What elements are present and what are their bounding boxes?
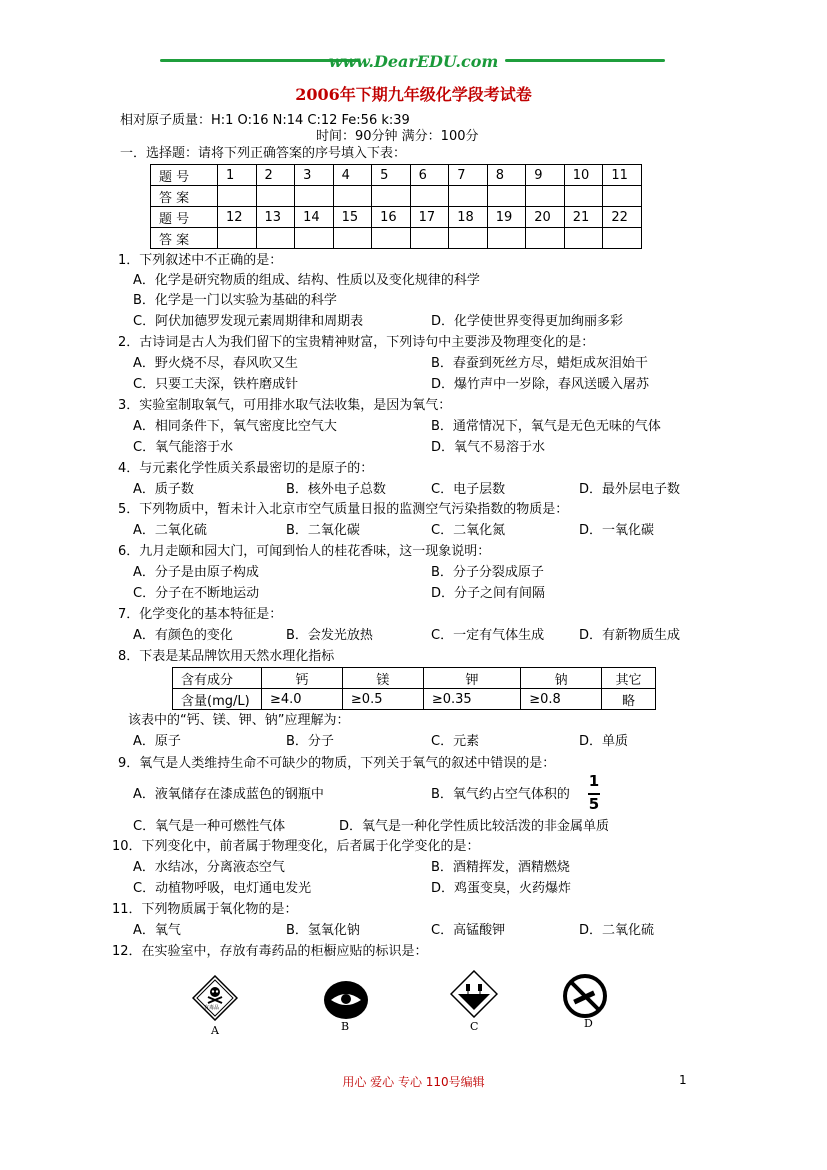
- water-table-header: 其它: [602, 668, 656, 689]
- water-index-table: [172, 667, 656, 710]
- q5-option-d: D．一氧化碳: [579, 523, 655, 538]
- answer-table-num: 1: [218, 165, 257, 186]
- q8-option-c: C．元素: [431, 734, 480, 749]
- symbol-label-a: A: [211, 1024, 219, 1037]
- answer-cell[interactable]: [603, 228, 642, 249]
- answer-table-num: 4: [333, 165, 372, 186]
- q4-stem: 4．与元素化学性质关系最密切的是原子的：: [118, 461, 374, 476]
- water-table-cell: ≥4.0: [262, 689, 343, 710]
- q6-option-b: B．分子分裂成原子: [431, 565, 544, 580]
- q2-option-c: C．只要工夫深，铁杵磨成针: [133, 377, 299, 392]
- page-number: 1: [679, 1073, 687, 1087]
- q5-stem: 5．下列物质中，暂未计入北京市空气质量日报的监测空气污染指数的物质是：: [118, 502, 569, 517]
- q10-option-d: D．鸡蛋变臭，火药爆炸: [431, 881, 572, 896]
- q5-option-a: A．二氧化硫: [133, 523, 207, 538]
- answer-table-num: 2: [256, 165, 295, 186]
- answer-cell[interactable]: [449, 228, 488, 249]
- water-table-header: 钠: [521, 668, 602, 689]
- corrosive-icon: [450, 970, 498, 1018]
- q8-option-b: B．分子: [286, 734, 334, 749]
- q10-option-b: B．酒精挥发，酒精燃烧: [431, 860, 570, 875]
- q4-option-c: C．电子层数: [431, 482, 506, 497]
- q3-option-d: D．氧气不易溶于水: [431, 440, 546, 455]
- q9-stem: 9．氧气是人类维持生命不可缺少的物质，下列关于氧气的叙述中错误的是：: [118, 756, 556, 771]
- answer-table-num: 19: [487, 207, 526, 228]
- answer-table-num: 3: [295, 165, 334, 186]
- q2-option-a: A．野火烧不尽，春风吹又生: [133, 356, 298, 371]
- answer-table-num: 10: [564, 165, 603, 186]
- answer-cell[interactable]: [256, 186, 295, 207]
- q11-option-d: D．二氧化硫: [579, 923, 655, 938]
- fraction-numerator: 1: [588, 772, 600, 790]
- q8-stem: 8．下表是某品牌饮用天然水理化指标: [118, 649, 335, 664]
- answer-cell[interactable]: [333, 186, 372, 207]
- answer-table-num-label: 题 号: [151, 165, 218, 186]
- answer-table-num: 15: [333, 207, 372, 228]
- q1-option-d: D．化学使世界变得更加绚丽多彩: [431, 314, 624, 329]
- answer-table-num: 22: [603, 207, 642, 228]
- exam-title: 2006年下期九年级化学段考试卷: [295, 85, 532, 104]
- q6-stem: 6．九月走颐和园大门，可闻到怡人的桂花香味，这一现象说明：: [118, 544, 491, 559]
- answer-cell[interactable]: [372, 228, 411, 249]
- answer-table-num: 7: [449, 165, 488, 186]
- answer-cell[interactable]: [372, 186, 411, 207]
- no-smoking-icon: [562, 973, 608, 1019]
- q6-option-a: A．分子是由原子构成: [133, 565, 259, 580]
- answer-table-num: 18: [449, 207, 488, 228]
- answer-cell[interactable]: [603, 186, 642, 207]
- answer-cell[interactable]: [526, 186, 565, 207]
- water-table-cell: ≥0.35: [423, 689, 520, 710]
- q9-option-d: D．氧气是一种化学性质比较活泼的非金属单质: [339, 819, 610, 834]
- answer-table-num: 8: [487, 165, 526, 186]
- section-1-heading: 一．选择题：请将下列正确答案的序号填入下表：: [120, 146, 407, 161]
- q1-option-b: B．化学是一门以实验为基础的科学: [133, 293, 337, 308]
- answer-table-ans-label: 答 案: [151, 186, 218, 207]
- water-table-header: 钙: [262, 668, 343, 689]
- toxic-sign-text: 有毒品: [204, 1005, 220, 1011]
- q8-option-a: A．原子: [133, 734, 181, 749]
- site-url[interactable]: www.DearEDU.com: [328, 52, 499, 71]
- q8-sub: 该表中的“钙、镁、钾、钠”应理解为：: [128, 713, 350, 728]
- answer-cell[interactable]: [410, 186, 449, 207]
- q7-option-d: D．有新物质生成: [579, 628, 681, 643]
- time-score: 时间：90分钟 满分：100分: [316, 129, 479, 144]
- q9-option-b: B．氧气约占空气体积的: [431, 787, 570, 802]
- q4-option-d: D．最外层电子数: [579, 482, 681, 497]
- answer-table-num: 5: [372, 165, 411, 186]
- answer-table-num: 16: [372, 207, 411, 228]
- water-table-cell: ≥0.8: [521, 689, 602, 710]
- water-table-header: 钾: [423, 668, 520, 689]
- answer-table-ans-label: 答 案: [151, 228, 218, 249]
- q5-option-c: C．二氧化氮: [431, 523, 506, 538]
- q3-option-b: B．通常情况下，氧气是无色无味的气体: [431, 419, 661, 434]
- answer-table-num: 20: [526, 207, 565, 228]
- answer-table-num: 9: [526, 165, 565, 186]
- q3-stem: 3．实验室制取氧气，可用排水取气法收集，是因为氧气：: [118, 398, 452, 413]
- answer-cell[interactable]: [449, 186, 488, 207]
- answer-cell[interactable]: [526, 228, 565, 249]
- q10-option-c: C．动植物呼吸，电灯通电发光: [133, 881, 312, 896]
- footer-text: 用心 爱心 专心 110号编辑: [342, 1075, 485, 1089]
- answer-table-num: 12: [218, 207, 257, 228]
- answer-table-num-label: 题 号: [151, 207, 218, 228]
- q7-option-c: C．一定有气体生成: [431, 628, 545, 643]
- answer-cell[interactable]: [564, 228, 603, 249]
- q10-stem: 10．下列变化中，前者属于物理变化，后者属于化学变化的是：: [112, 839, 480, 854]
- symbol-label-c: C: [470, 1020, 479, 1033]
- q1-option-a: A．化学是研究物质的组成、结构、性质以及变化规律的科学: [133, 273, 480, 288]
- symbol-label-b: B: [341, 1020, 350, 1033]
- q3-option-a: A．相同条件下，氧气密度比空气大: [133, 419, 337, 434]
- answer-cell[interactable]: [333, 228, 372, 249]
- q7-option-b: B．会发光放热: [286, 628, 373, 643]
- fraction-denominator: 5: [588, 795, 600, 813]
- water-table-header: 含有成分: [173, 668, 262, 689]
- symbol-label-d: D: [584, 1017, 593, 1030]
- q4-option-a: A．质子数: [133, 482, 194, 497]
- q6-option-c: C．分子在不断地运动: [133, 586, 260, 601]
- q6-option-d: D．分子之间有间隔: [431, 586, 546, 601]
- answer-cell[interactable]: [256, 228, 295, 249]
- q9-option-a: A．液氧储存在漆成蓝色的钢瓶中: [133, 787, 324, 802]
- q11-option-a: A．氧气: [133, 923, 181, 938]
- answer-table-num: 6: [410, 165, 449, 186]
- q11-stem: 11．下列物质属于氧化物的是：: [112, 902, 298, 917]
- q8-option-d: D．单质: [579, 734, 629, 749]
- answer-cell[interactable]: [487, 228, 526, 249]
- q10-option-a: A．水结冰，分离液态空气: [133, 860, 285, 875]
- q4-option-b: B．核外电子总数: [286, 482, 386, 497]
- water-table-cell: 含量(mg/L): [173, 689, 262, 710]
- q2-option-d: D．爆竹声中一岁除，春风送暖入屠苏: [431, 377, 650, 392]
- answer-cell[interactable]: [295, 228, 334, 249]
- water-table-header: 镁: [342, 668, 423, 689]
- water-table-cell: 略: [602, 689, 656, 710]
- q3-option-c: C．氧气能溶于水: [133, 440, 234, 455]
- answer-cell[interactable]: [564, 186, 603, 207]
- toxic-skull-icon: [192, 975, 238, 1021]
- q1-stem: 1．下列叙述中不正确的是：: [118, 253, 283, 268]
- answer-table-num: 17: [410, 207, 449, 228]
- q12-stem: 12．在实验室中，存放有毒药品的柜橱应贴的标识是：: [112, 944, 428, 959]
- q2-stem: 2．古诗词是古人为我们留下的宝贵精神财富，下列诗句中主要涉及物理变化的是：: [118, 335, 595, 350]
- answer-table: [150, 164, 642, 249]
- answer-table-num: 11: [603, 165, 642, 186]
- eye-hazard-icon: [323, 980, 369, 1020]
- q11-option-b: B．氢氧化钠: [286, 923, 360, 938]
- water-table-cell: ≥0.5: [342, 689, 423, 710]
- q7-option-a: A．有颜色的变化: [133, 628, 233, 643]
- answer-table-num: 21: [564, 207, 603, 228]
- q1-option-c: C．阿伏加德罗发现元素周期律和周期表: [133, 314, 364, 329]
- answer-table-num: 13: [256, 207, 295, 228]
- answer-cell[interactable]: [218, 186, 257, 207]
- q2-option-b: B．春蚕到死丝方尽，蜡炬成灰泪始干: [431, 356, 648, 371]
- answer-cell[interactable]: [218, 228, 257, 249]
- q11-option-c: C．高锰酸钾: [431, 923, 506, 938]
- answer-cell[interactable]: [410, 228, 449, 249]
- atomic-masses: 相对原子质量：H:1 O:16 N:14 C:12 Fe:56 k:39: [120, 113, 410, 128]
- answer-table-num: 14: [295, 207, 334, 228]
- answer-cell[interactable]: [487, 186, 526, 207]
- q5-option-b: B．二氧化碳: [286, 523, 360, 538]
- q9-option-c: C．氧气是一种可燃性气体: [133, 819, 286, 834]
- answer-cell[interactable]: [295, 186, 334, 207]
- q7-stem: 7．化学变化的基本特征是：: [118, 607, 283, 622]
